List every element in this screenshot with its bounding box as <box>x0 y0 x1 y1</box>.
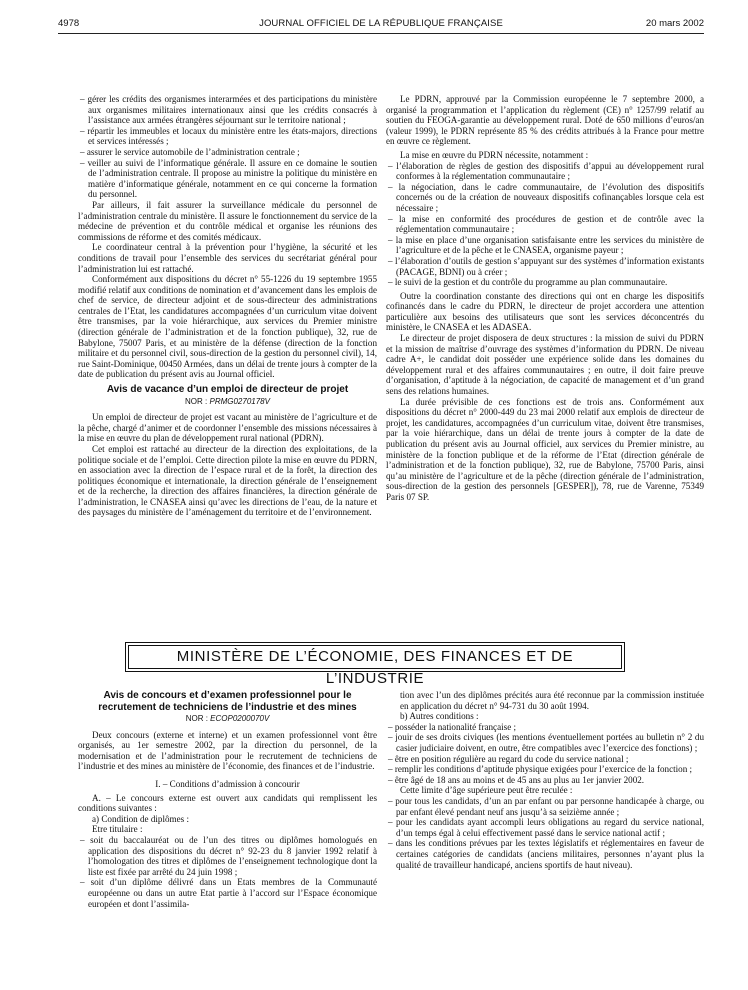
column-1 <box>78 94 377 518</box>
list-item: – le suivi de la gestion et du contrôle du programme au plan communautaire. <box>386 277 704 288</box>
paragraph: Le coordinateur central à la prévention pour l’hygiène, la sécurité et les conditions de travail pour l’ensemble des services du secrétariat général pour l’administration lui est rattaché. <box>78 242 377 274</box>
ministry-banner: MINISTÈRE DE L’ÉCONOMIE, DES FINANCES ET DE L’INDUSTRIE <box>128 645 622 669</box>
list-item: – être âgé de 18 ans au moins et de 45 ans au plus au 1er janvier 2002. <box>386 775 704 786</box>
paragraph: b) Autres conditions : <box>400 711 479 722</box>
list-item: – gérer les crédits des organismes interarmées et des participations du ministère aux organismes militaires internationaux ainsi que les crédits consacrés à l’assistance aux armées étrangères séjournant sur le territoire national ; <box>78 94 377 126</box>
paragraph: Etre titulaire : <box>92 824 143 835</box>
list-item: – la négociation, dans le cadre communautaire, de l’évolution des dispositifs concernés ou de la création de nouveaux dispositifs cofinançables lorsque cela est nécessaire ; <box>386 182 704 214</box>
nor-reference <box>78 714 377 725</box>
list-item: – dans les conditions prévues par les textes législatifs et réglementaires en faveur de certaines catégories de candidats (anciens militaires, personnes n’ayant plus la qualité de travailleur handicapé, anciens sportifs de haut niveau). <box>386 838 704 870</box>
paragraph: Cette limite d’âge supérieure peut être reculée : <box>400 785 573 796</box>
journal-title: JOURNAL OFFICIEL DE LA RÉPUBLIQUE FRANÇAISE <box>259 18 503 29</box>
diploma-list <box>78 835 377 909</box>
paragraph: Conformément aux dispositions du décret n° 55-1226 du 19 septembre 1955 modifié relatif aux conditions de nomination et d’avancement dans les emplois de chef de service, de directeur adjoint et de sous-directeur des administrations centrales de l’Etat, les candidatures accompagnées d’un curriculum vitae doivent être transmises, par la voie hiérarchique, aux services du Premier ministre (direction générale de l’administration et de la fonction publique), 32, rue de Babylone, 75007 Paris, et au ministère de la défense (direction de la fonction militaire et du personnel civil, sous-direction de la gestion du personnel civil), 14, rue Saint-Dominique, 00450 Armées, dans un délai de trente jours à compter de la date de publication du présent avis au Journal officiel. <box>78 274 377 380</box>
paragraph: a) Condition de diplômes : <box>92 813 189 824</box>
notice-title: Avis de vacance d’un emploi de directeur de projet <box>106 384 349 396</box>
duties-list <box>78 94 377 200</box>
list-item: – être en position régulière au regard du code du service national ; <box>386 754 704 765</box>
section-heading: I. – Conditions d’admission à concourir <box>155 778 300 789</box>
list-item: – soit du baccalauréat ou de l’un des titres ou diplômes homologués en application des dispositions du décret n° 92-23 du 8 janvier 1992 relatif à l’homologation des titres et diplômes de l’enseignement technologique dont la liste est fixée par arrêté du 24 juin 1998 ; <box>78 835 377 877</box>
notice-title: Avis de concours et d’examen professionnel pour le recrutement de techniciens de l’industrie et des mines <box>98 690 357 713</box>
list-item: – la mise en conformité des procédures de gestion et de contrôle avec la réglementation communautaire ; <box>386 214 704 235</box>
list-item: – soit d’un diplôme délivré dans un Etats membres de la Communauté européenne ou dans un autre Etat partie à l’accord sur l’Espace économique européen et dont l’assimila- <box>78 877 377 909</box>
paragraph: Deux concours (externe et interne) et un examen professionnel vont être organisés, au 1er semestre 2002, par la direction du personnel, de la modernisation et de l’administration pour le recrutement de techniciens de l’industrie et des mines au ministère de l’économie, des finances et de l’industrie. <box>78 729 377 772</box>
nor-reference <box>78 397 377 408</box>
paragraph: tion avec l’un des diplômes précités aura été reconnue par la commission instituée en application du décret n° 94-731 du 30 août 1994. <box>400 690 704 711</box>
list-item: – l’élaboration de règles de gestion des dispositifs d’appui au développement rural conformes à la réglementation communautaire ; <box>386 161 704 182</box>
list-item: – posséder la nationalité française ; <box>386 722 704 733</box>
list-item: – l’élaboration d’outils de gestion s’appuyant sur des systèmes d’information existants (PACAGE, BDNI) ou à créer ; <box>386 256 704 277</box>
list-item: – pour tous les candidats, d’un an par enfant ou par personne handicapée à charge, ou par enfant élevé pendant neuf ans jusqu’à sa seizième année ; <box>386 796 704 817</box>
list-item: – veiller au suivi de l’informatique générale. Il assure en ce domaine le soutien de l’administration centrale. Il propose au ministre la politique du ministère en matière d’informatique générale, notamment en ce qui concerne la formation du personnel. <box>78 158 377 200</box>
paragraph: A. – Le concours externe est ouvert aux candidats qui remplissent les conditions suivantes : <box>78 792 377 814</box>
header-rule <box>58 33 704 34</box>
list-item: – la mise en place d’une organisation satisfaisante entre les services du ministère de l’agriculture et de la pêche et le CNASEA, organisme payeur ; <box>386 235 704 256</box>
paragraph: Cet emploi est rattaché au directeur de la direction des exploitations, de la politique sociale et de l’emploi. Cette direction pilote la mise en œuvre du PDRN, en association avec la direction de l’espace rural et de la forêt, la direction des politiques économique et internationale, la direction générale de l’enseignement et de la recherche, la direction des affaires financières, la direction générale de l’administration, le CNASEA ainsi qu’avec les directions de l’eau, de la nature et des paysages du ministère de l’aménagement du territoire et de l’environnement. <box>78 443 377 518</box>
paragraph: Outre la coordination constante des directions qui ont en charge les dispositifs cofinancés dans le cadre du PDRN, le directeur de projet accordera une attention particulière aux besoins des utilisateurs que sont les services déconcentrés du ministère, le CNASEA et les ADASEA. <box>386 290 704 333</box>
column-2 <box>386 94 704 503</box>
conditions-list <box>386 722 704 786</box>
list-item: – remplir les conditions d’aptitude physique exigées pour l’exercice de la fonction ; <box>386 764 704 775</box>
list-item: – jouir de ses droits civiques (les mentions éventuellement portées au bulletin n° 2 du casier judiciaire doivent, en outre, être compatibles avec l’exercice des fonctions) ; <box>386 732 704 753</box>
list-item: – assurer le service automobile de l’administration centrale ; <box>78 147 377 158</box>
page-header <box>58 14 704 32</box>
list-item: – pour les candidats ayant accompli leurs obligations au regard du service national, d’un temps égal à celui effectivement passé dans le service national actif ; <box>386 817 704 838</box>
column-4 <box>386 690 704 870</box>
nor-label: NOR : <box>185 714 208 723</box>
paragraph: Le directeur de projet disposera de deux structures : la mission de suivi du PDRN et la mission de maîtrise d’ouvrage des systèmes d’information du PDRN. De niveau cadre A+, le candidat doit posséder une expérience solide dans les domaines du développement rural et des affaires communautaires ; en outre, il doit faire preuve d’organisation, d’aptitude à la négociation, de capacité de management et d’un grand sens des relations humaines. <box>386 333 704 397</box>
list-item: – répartir les immeubles et locaux du ministère entre les états-majors, directions et services intéressés ; <box>78 126 377 147</box>
nor-code: ECOP0200070V <box>210 714 270 723</box>
publication-date: 20 mars 2002 <box>645 18 704 29</box>
paragraph: Le PDRN, approuvé par la Commission européenne le 7 septembre 2000, a organisé la programmation et l’application du règlement (CE) n° 1257/99 relatif au soutien du FEOGA-garantie au développement rural. Doté de 650 millions d’euros/an (valeur 1999), le PDRN représente 85 % des crédits attribués à la France pour mettre en œuvre ce règlement. <box>386 94 704 147</box>
paragraph: La durée prévisible de ces fonctions est de trois ans. Conformément aux dispositions du décret n° 2000-449 du 23 mai 2000 relatif aux emplois de directeur de projet, les candidatures, accompagnées d’un curriculum vitae, doivent être transmises, par la voie hiérarchique, dans un délai de trente jours à compter de la date de publication du présent avis au Journal officiel, aux services du Premier ministre, au ministère de la fonction publique et de la réforme de l’Etat (direction générale de l’administration et de la fonction publique), 32, rue de Babylone, 75700 Paris, ainsi qu’au ministère de l’agriculture et de la pêche (direction générale de l’administration, sous-direction de la gestion des personnels [GESPER]), 78, rue de Varenne, 75349 Paris 07 SP. <box>386 396 704 502</box>
age-limit-list <box>386 796 704 870</box>
column-3 <box>78 690 377 909</box>
page-number: 4978 <box>58 18 80 29</box>
paragraph: Par ailleurs, il fait assurer la surveillance médicale du personnel de l’administration centrale du ministère. Il assure le fonctionnement du service de la médecine de prévention et du contrôle médical et organise les réunions des commissions de réforme et des comités médicaux. <box>78 199 377 242</box>
requirements-list <box>386 161 704 288</box>
paragraph: La mise en œuvre du PDRN nécessite, notamment : <box>400 149 589 160</box>
nor-label: NOR : <box>185 396 208 406</box>
paragraph: Un emploi de directeur de projet est vacant au ministère de l’agriculture et de la pêche, chargé d’animer et de coordonner l’ensemble des missions nécessaires à la mise en œuvre du plan de développement rural national (PDRN). <box>78 412 377 444</box>
nor-code: PRMG0270178V <box>209 396 270 406</box>
